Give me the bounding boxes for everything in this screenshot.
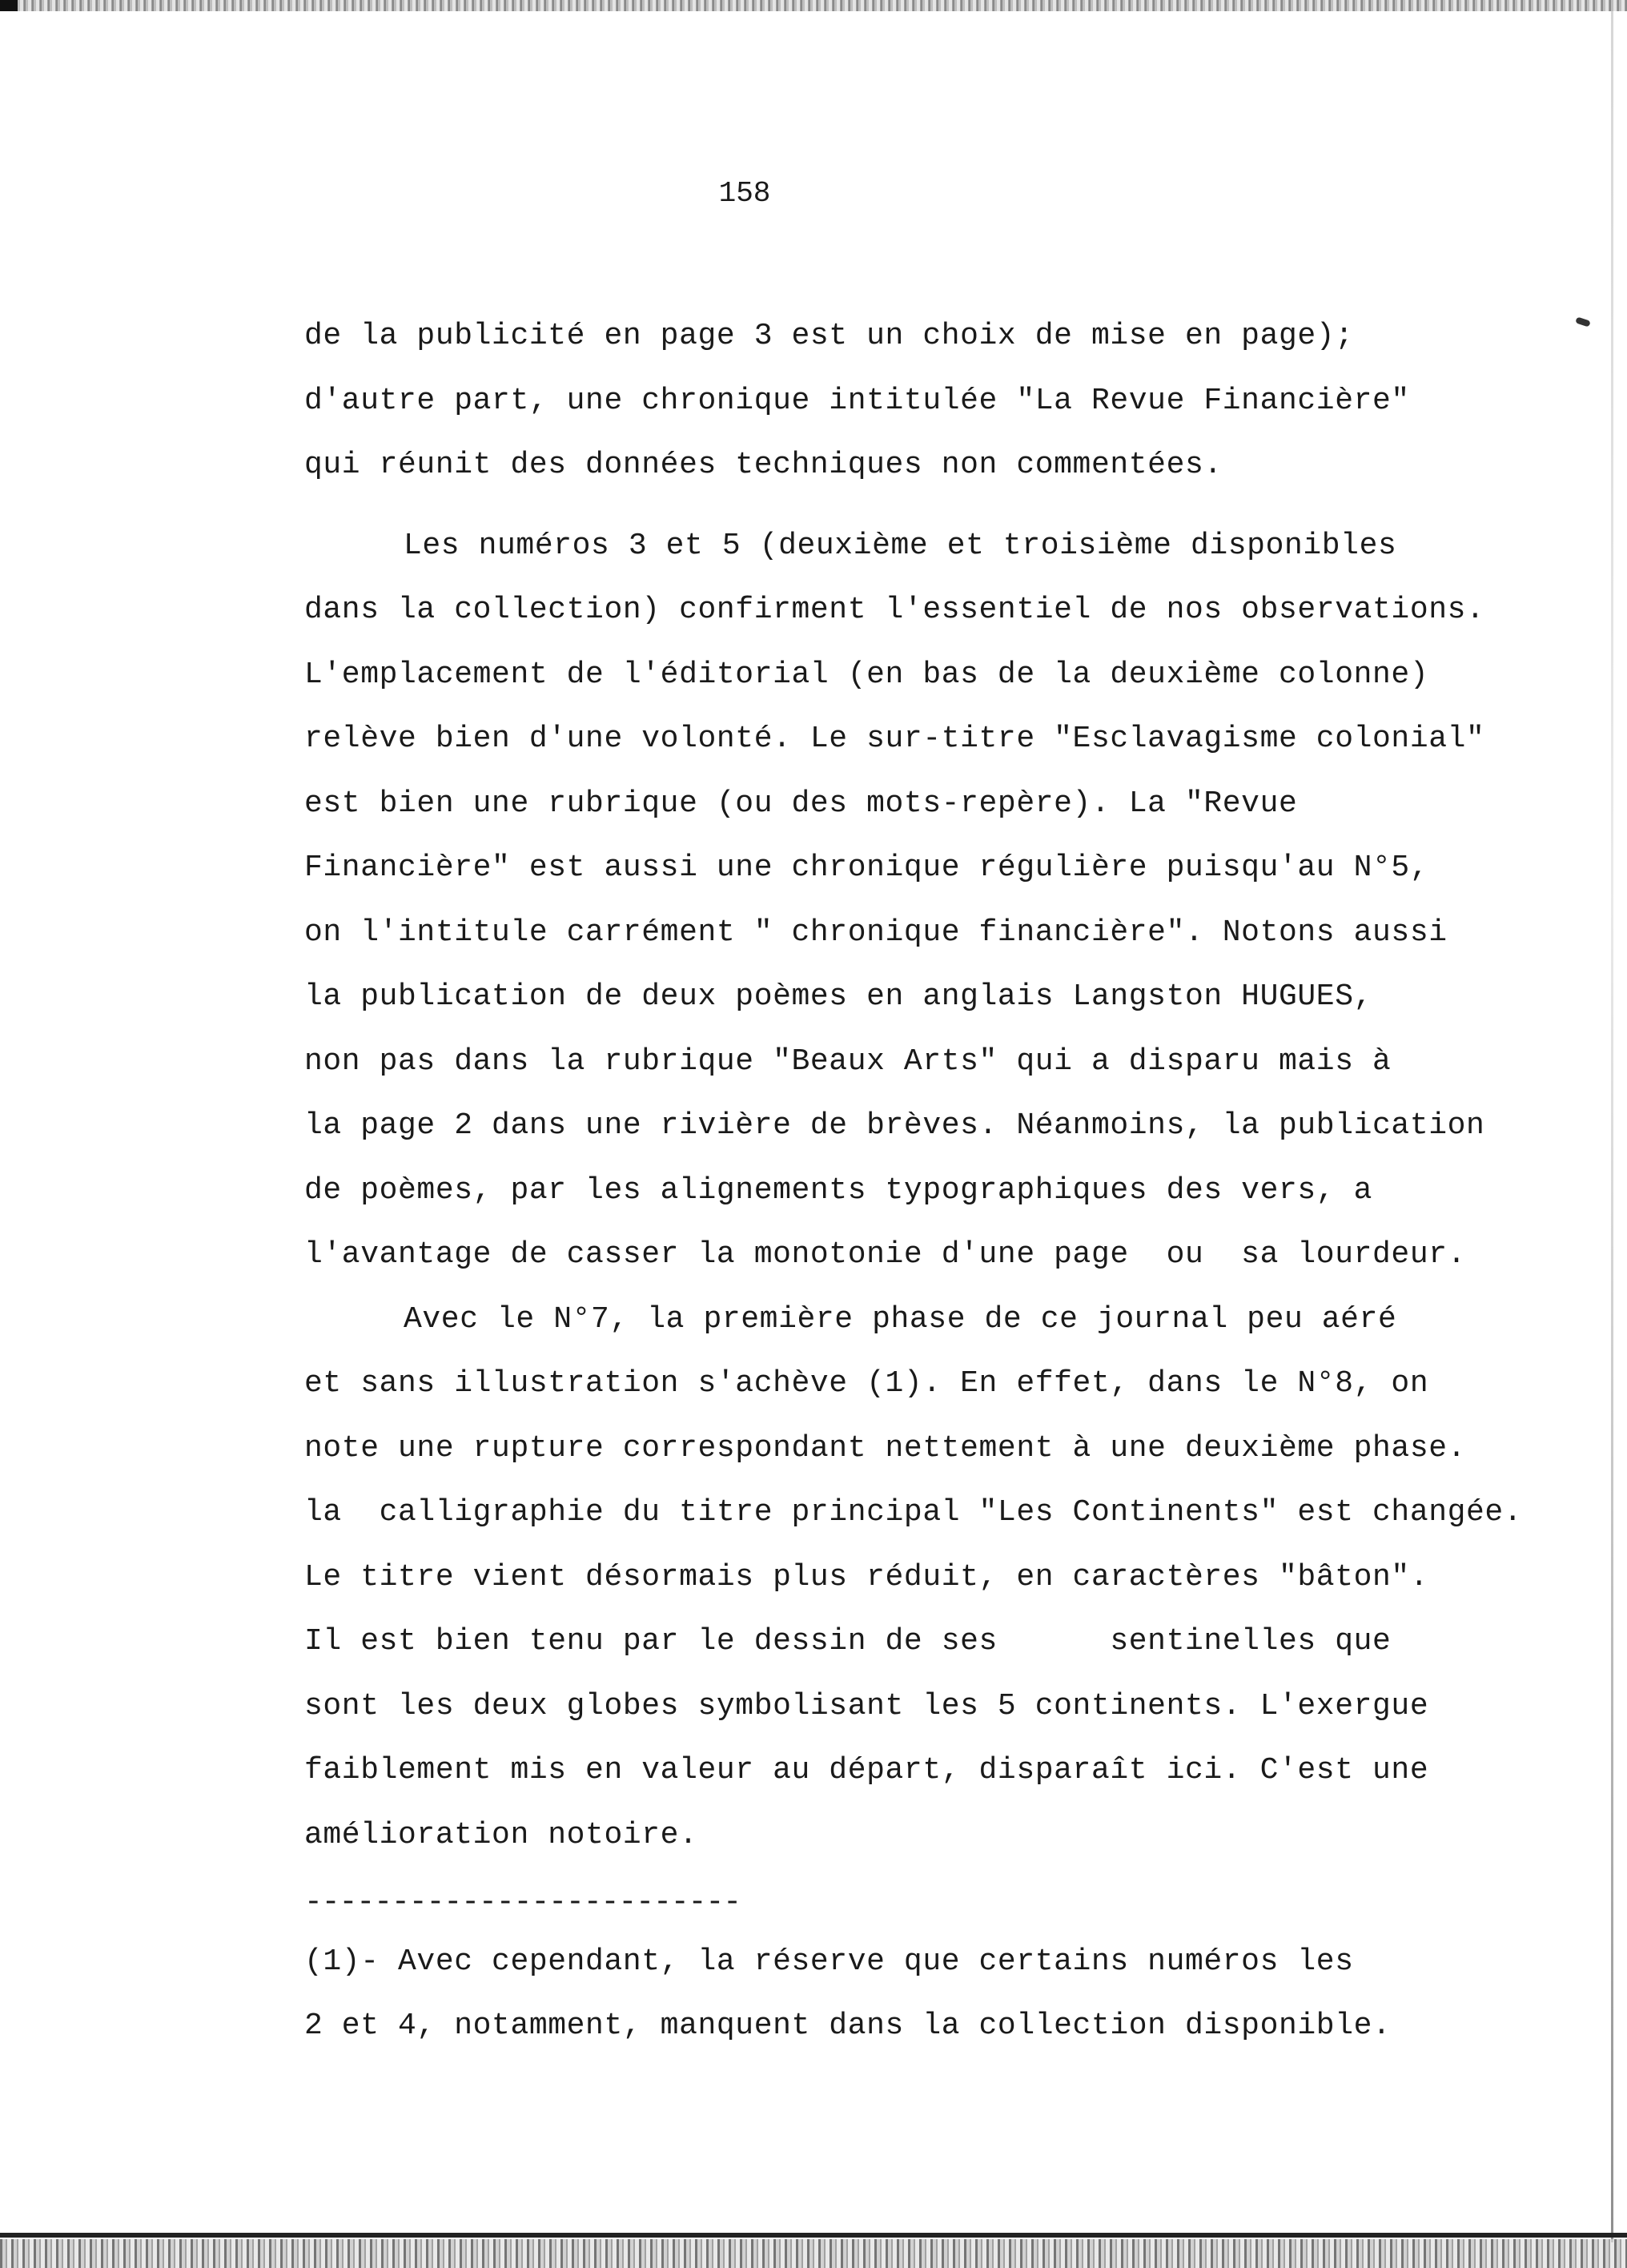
body-line: la calligraphie du titre principal "Les Continents" est changée.: [304, 1495, 1523, 1530]
body-line: dans la collection) confirment l'essentiel de nos observations.: [304, 593, 1485, 627]
body-line: amélioration notoire.: [304, 1817, 698, 1852]
body-line: et sans illustration s'achève (1). En effet, dans le N°8, on: [304, 1366, 1429, 1401]
body-text: [304, 304, 1585, 1868]
body-line: sont les deux globes symbolisant les 5 continents. L'exergue: [304, 1688, 1429, 1723]
body-line: d'autre part, une chronique intitulée "La Revue Financière": [304, 383, 1410, 418]
footnote: [304, 1930, 1585, 2058]
body-line: de la publicité en page 3 est un choix de mise en page);: [304, 319, 1354, 353]
body-line: est bien une rubrique (ou des mots-repère). La "Revue: [304, 786, 1298, 821]
body-line: non pas dans la rubrique "Beaux Arts" qui a disparu mais à: [304, 1044, 1392, 1079]
body-line: faiblement mis en valeur au départ, disparaît ici. C'est une: [304, 1753, 1429, 1787]
body-line: qui réunit des données techniques non commentées.: [304, 448, 1223, 482]
body-line: on l'intitule carrément " chronique financière". Notons aussi: [304, 915, 1448, 950]
scan-border-right: [1611, 0, 1613, 2242]
body-line: note une rupture correspondant nettement à une deuxième phase.: [304, 1430, 1467, 1466]
body-line: Le titre vient désormais plus réduit, en caractères "bâton".: [304, 1559, 1429, 1594]
scan-border-bottom: [0, 2239, 1627, 2268]
footnote-line: (1)- Avec cependant, la réserve que certains numéros les: [304, 1944, 1354, 1979]
body-line: Financière" est aussi une chronique régulière puisqu'au N°5,: [304, 850, 1429, 885]
page-number: 158: [718, 177, 771, 210]
scan-border-top: [0, 0, 1627, 11]
body-line: l'avantage de casser la monotonie d'une page ou sa lourdeur.: [304, 1237, 1467, 1272]
footnote-line: 2 et 4, notamment, manquent dans la collection disponible.: [304, 2009, 1392, 2043]
footnote-separator: -------------------------: [304, 1885, 741, 1920]
body-line: la page 2 dans une rivière de brèves. Néanmoins, la publication: [304, 1108, 1485, 1143]
paragraph-gap: [304, 498, 1585, 514]
body-line: L'emplacement de l'éditorial (en bas de la deuxième colonne): [304, 657, 1429, 692]
body-line: Il est bien tenu par le dessin de ses sentinelles que: [304, 1624, 1392, 1659]
body-line: relève bien d'une volonté. Le sur-titre "Esclavagisme colonial": [304, 722, 1485, 756]
scan-border-bottom-line: [0, 2233, 1627, 2238]
body-line: la publication de deux poèmes en anglais Langston HUGUES,: [304, 979, 1373, 1014]
body-line: de poèmes, par les alignements typographiques des vers, a: [304, 1172, 1373, 1208]
scan-corner-mark: [0, 0, 18, 11]
paragraph-start-line: Avec le N°7, la première phase de ce journal peu aéré: [404, 1301, 1397, 1337]
paragraph-start-line: Les numéros 3 et 5 (deuxième et troisième disponibles: [404, 528, 1397, 563]
